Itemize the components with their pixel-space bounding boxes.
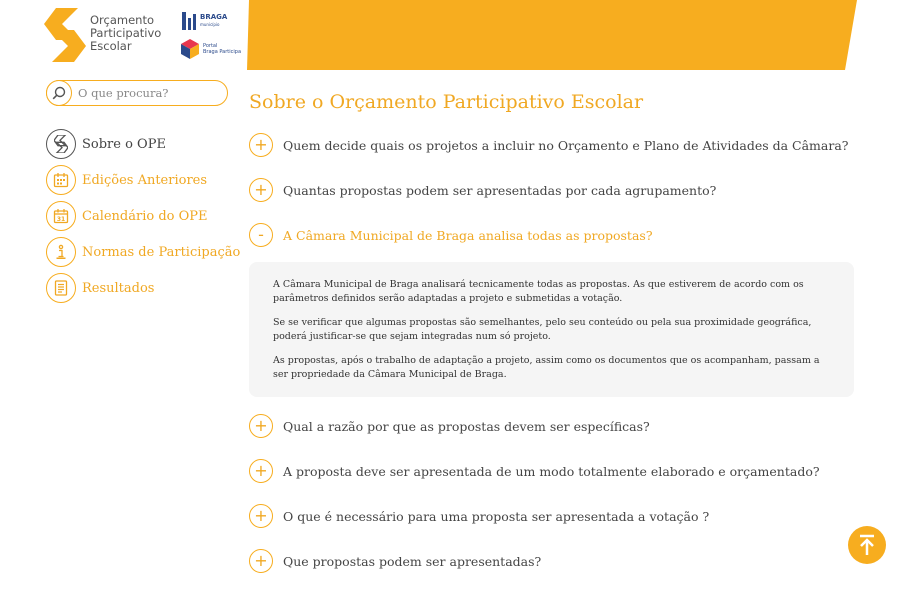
expand-plus-icon[interactable]: + (249, 504, 273, 528)
faq-answer-panel (249, 262, 854, 397)
sidebar-item-resultados[interactable] (46, 270, 246, 306)
faq-question-text: Que propostas podem ser apresentadas? (283, 553, 542, 569)
search-icon[interactable] (46, 80, 72, 106)
expand-plus-icon[interactable]: + (249, 133, 273, 157)
collapse-minus-icon[interactable]: - (249, 223, 273, 247)
faq-question-text: Qual a razão por que as propostas devem ser específicas? (283, 418, 650, 434)
sidebar-item-edicoes-anteriores[interactable] (46, 162, 246, 198)
portal-cube-icon (180, 38, 200, 60)
sidebar-item-label: Normas de Participação (82, 244, 241, 260)
search-input[interactable] (72, 86, 212, 100)
header-banner (247, 0, 900, 70)
ope-logo-icon (44, 8, 86, 62)
faq-question[interactable] (249, 546, 854, 576)
faq-question-text: A proposta deve ser apresentada de um modo totalmente elaborado e orçamentado? (283, 463, 820, 479)
sidebar-item-sobre-o-ope[interactable] (46, 126, 246, 162)
arrow-up-to-top-icon (857, 534, 877, 556)
expand-plus-icon[interactable]: + (249, 459, 273, 483)
faq-question-open[interactable] (249, 220, 854, 250)
info-document-icon (46, 237, 76, 267)
faq-question[interactable] (249, 411, 854, 441)
calendar-grid-icon (46, 165, 76, 195)
faq-accordion (249, 130, 854, 576)
sidebar-item-label: Calendário do OPE (82, 208, 208, 224)
faq-question-text: Quantas propostas podem ser apresentadas por cada agrupamento? (283, 182, 717, 198)
list-document-icon (46, 273, 76, 303)
sidebar-item-label: Edições Anteriores (82, 172, 208, 188)
expand-plus-icon[interactable]: + (249, 549, 273, 573)
faq-question-text: O que é necessário para uma proposta ser apresentada a votação ? (283, 508, 710, 524)
ope-logo-icon (46, 129, 76, 159)
sidebar-item-normas-de-participacao[interactable] (46, 234, 246, 270)
faq-question-text: Quem decide quais os projetos a incluir no Orçamento e Plano de Atividades da Câmara? (283, 137, 849, 153)
sidebar-item-label: Sobre o OPE (82, 136, 166, 152)
faq-question[interactable] (249, 130, 854, 160)
back-to-top-button[interactable] (848, 526, 886, 564)
expand-plus-icon[interactable]: + (249, 414, 273, 438)
page-title: Sobre o Orçamento Participativo Escolar (249, 91, 644, 113)
faq-question[interactable] (249, 501, 854, 531)
partner-logos (180, 10, 244, 62)
logo-line-2: Participativo (90, 26, 162, 40)
sidebar-item-calendario-do-ope[interactable] (46, 198, 246, 234)
logo-line-1: Orçamento (90, 13, 155, 27)
sidebar-nav (46, 126, 246, 306)
calendar-31-icon (46, 201, 76, 231)
faq-answer-paragraph: Se se verificar que algumas propostas são semelhantes, pelo seu conteúdo ou pela sua proximidade geográfica, poderá justificar-se que sejam integradas num só projeto. (273, 317, 812, 342)
expand-plus-icon[interactable]: + (249, 178, 273, 202)
braga-logo[interactable] (180, 10, 227, 32)
portal-logo-line-2: Braga Participa (203, 49, 242, 55)
faq-question[interactable] (249, 456, 854, 486)
faq-question-text: A Câmara Municipal de Braga analisa todas as propostas? (283, 227, 653, 243)
search-box (46, 80, 228, 106)
sidebar-item-label: Resultados (82, 280, 155, 296)
faq-answer-paragraph: As propostas, após o trabalho de adaptação a projeto, assim como os documentos que os acompanham, passam a ser propriedade da Câmara Municipal de Braga. (273, 355, 820, 380)
faq-answer-paragraph: A Câmara Municipal de Braga analisará tecnicamente todas as propostas. As que estiverem de acordo com os parâmetros definidos serão adaptadas a projeto e submetidas a votação. (273, 279, 804, 304)
braga-logo-subtext: município (200, 22, 220, 27)
braga-logo-text: BRAGA (200, 13, 228, 21)
braga-castle-icon (180, 10, 198, 32)
portal-logo-line-1: Portal (203, 43, 218, 49)
portal-braga-participa-logo[interactable] (180, 38, 241, 60)
svg-text:31: 31 (56, 216, 66, 223)
logo-text (90, 14, 161, 53)
faq-question[interactable] (249, 175, 854, 205)
logo-line-3: Escolar (90, 39, 132, 53)
